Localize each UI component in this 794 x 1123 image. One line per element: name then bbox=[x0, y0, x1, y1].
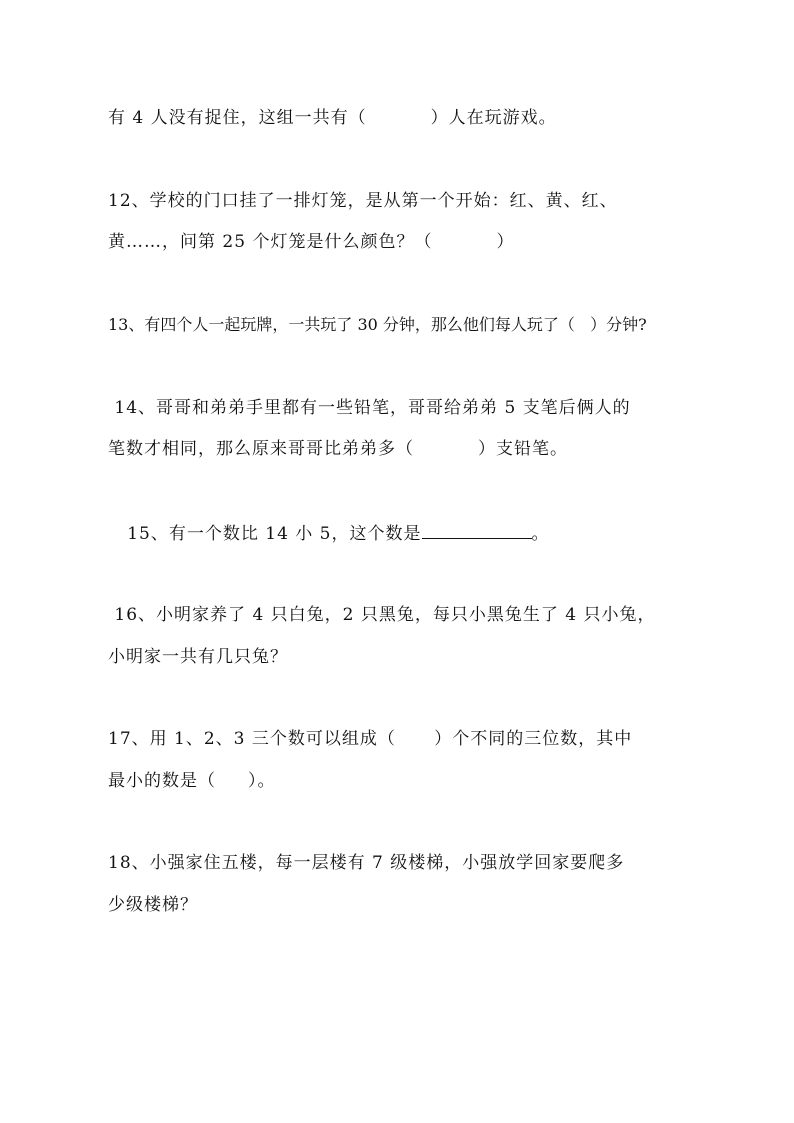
question-18-line-2: 少级楼梯？ bbox=[108, 895, 198, 915]
question-16-line-2: 小明家一共有几只兔？ bbox=[108, 647, 288, 667]
question-14-line-1: 14、哥哥和弟弟手里都有一些铅笔，哥哥给弟弟 5 支笔后俩人的 bbox=[108, 398, 631, 418]
question-13: 13、有四个人一起玩牌，一共玩了 30 分钟，那么他们每人玩了（ ）分钟? bbox=[108, 315, 647, 334]
question-12-line-2: 黄……，问第 25 个灯笼是什么颜色？（ ） bbox=[108, 232, 515, 252]
question-14-line-2: 笔数才相同，那么原来哥哥比弟弟多（ ）支铅笔。 bbox=[108, 439, 569, 459]
question-11-continuation: 有 4 人没有捉住，这组一共有（ ）人在玩游戏。 bbox=[108, 108, 557, 128]
question-16-line-1: 16、小明家养了 4 只白兔，2 只黑兔，每只小黑兔生了 4 只小兔， bbox=[108, 605, 656, 625]
answer-blank-line bbox=[422, 520, 532, 539]
question-17-line-1: 17、用 1、2、3 三个数可以组成（ ）个不同的三位数，其中 bbox=[108, 729, 633, 749]
question-18-line-1: 18、小强家住五楼，每一层楼有 7 级楼梯，小强放学回家要爬多 bbox=[108, 853, 625, 873]
question-17-line-2: 最小的数是（ ）。 bbox=[108, 771, 276, 791]
question-15-text: 15、有一个数比 14 小 5，这个数是 bbox=[108, 524, 422, 544]
question-15 bbox=[108, 520, 550, 546]
question-12-line-1: 12、学校的门口挂了一排灯笼，是从第一个开始：红、黄、红、 bbox=[108, 191, 618, 211]
question-15-end: 。 bbox=[531, 524, 550, 544]
